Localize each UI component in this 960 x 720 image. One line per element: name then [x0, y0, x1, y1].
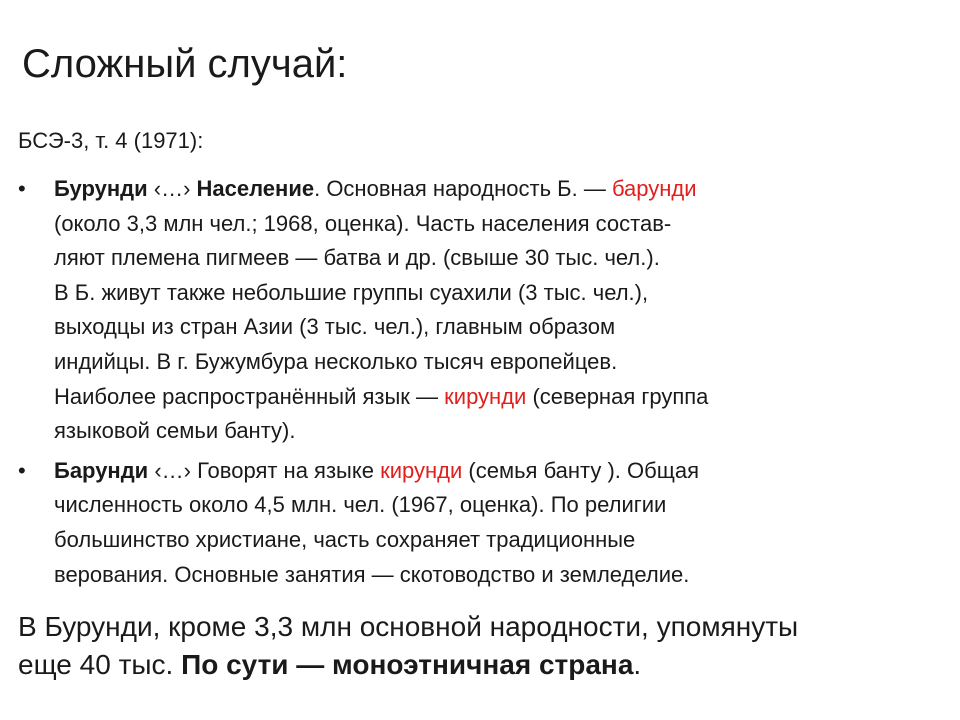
entry-text: (северная группа	[526, 383, 709, 409]
conclusion-line: В Бурунди, кроме 3,3 млн основной народности, упомянуты	[18, 611, 799, 642]
entry-text: (семья банту ). Общая	[462, 457, 699, 483]
entry-text: большинство христиане, часть сохраняет традиционные	[54, 526, 636, 552]
ellipsis-mark: ‹…›	[147, 176, 197, 201]
source-citation: БСЭ-3, т. 4 (1971):	[18, 128, 204, 153]
bullet-item-barundi	[18, 454, 948, 592]
entry-text: Наиболее распространённый язык —	[54, 383, 445, 409]
entry-text: индийцы. В г. Бужумбура несколько тысяч европейцев.	[54, 348, 618, 374]
bullet-dot-icon: •	[18, 176, 26, 201]
highlight-term: кирунди	[444, 383, 527, 409]
entry-term: Барунди	[54, 457, 149, 483]
conclusion-line: еще 40 тыс.	[18, 649, 182, 680]
highlight-term: кирунди	[380, 457, 463, 483]
conclusion-period: .	[633, 649, 642, 680]
highlight-term: барунди	[611, 176, 697, 201]
bullet-dot-icon: •	[18, 457, 26, 483]
entry-text: численность около 4,5 млн. чел. (1967, оценка). По религии	[54, 492, 667, 518]
entry-text: . Основная народность Б. —	[314, 176, 612, 201]
conclusion-emphasis: По сути — моноэтничная страна	[181, 649, 634, 680]
ellipsis-mark: ‹…›	[148, 457, 198, 483]
entry-text: Говорят на языке	[197, 457, 381, 483]
bullet-item-burundi	[18, 172, 948, 449]
entry-text: В Б. живут также небольшие группы суахили (3 тыс. чел.),	[54, 279, 649, 305]
bullet-list	[18, 172, 948, 592]
entry-text: ляют племена пигмеев — батва и др. (свыше 30 тыс. чел.).	[54, 245, 660, 271]
conclusion-text	[18, 608, 948, 684]
slide-title: Сложный случай:	[22, 42, 348, 86]
entry-text: языковой семьи банту).	[54, 418, 296, 444]
entry-term: Бурунди	[54, 176, 148, 201]
entry-text: верования. Основные занятия — скотоводство и земледелие.	[54, 561, 690, 587]
entry-text: выходцы из стран Азии (3 тыс. чел.), главным образом	[54, 314, 616, 340]
section-heading: Население	[196, 176, 315, 201]
entry-text: (около 3,3 млн чел.; 1968, оценка). Часть населения состав-	[54, 210, 672, 236]
